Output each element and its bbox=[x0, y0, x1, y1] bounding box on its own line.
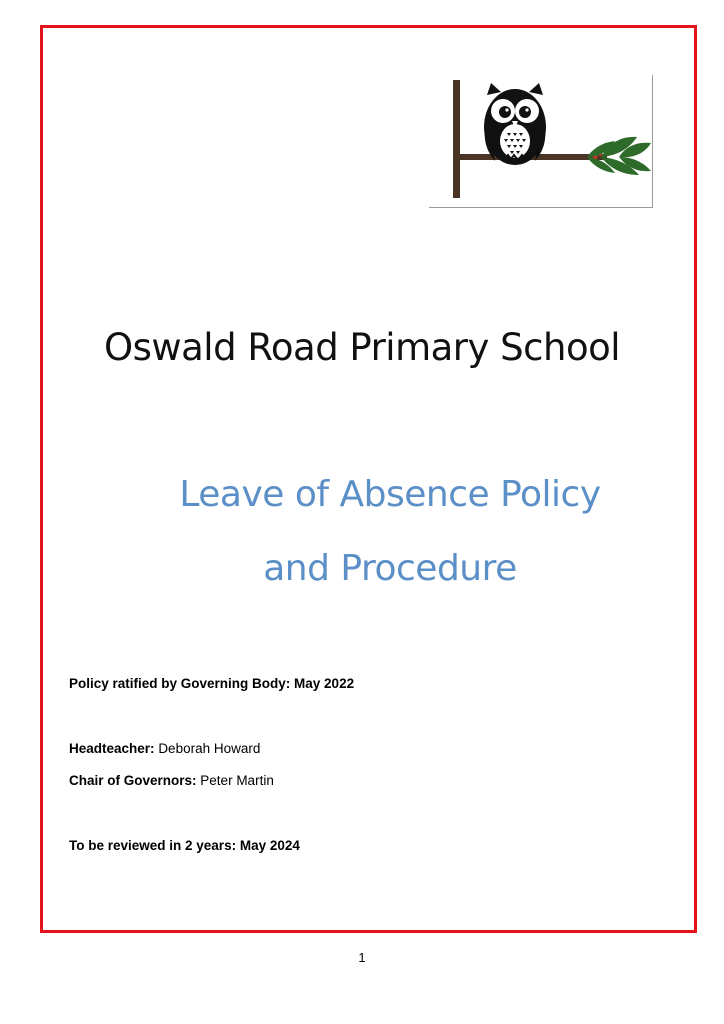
school-name: Oswald Road Primary School bbox=[103, 326, 621, 369]
school-logo bbox=[429, 75, 653, 208]
owl-icon bbox=[429, 75, 653, 208]
ratified-statement bbox=[69, 676, 354, 692]
review-statement bbox=[69, 838, 300, 854]
policy-title-line1: Leave of Absence Policy bbox=[179, 474, 601, 515]
policy-title-line2: and Procedure bbox=[263, 548, 517, 589]
chair-name: Peter Martin bbox=[200, 773, 274, 788]
chair-of-governors-line bbox=[69, 773, 274, 789]
review-label: To be reviewed in 2 years: May 2024 bbox=[69, 838, 300, 853]
ratified-label: Policy ratified by Governing Body: May 2022 bbox=[69, 676, 355, 691]
page-number: 1 bbox=[358, 950, 366, 965]
chair-label: Chair of Governors: bbox=[69, 773, 197, 788]
headteacher-line bbox=[69, 741, 260, 757]
headteacher-label: Headteacher: bbox=[69, 741, 155, 756]
headteacher-name: Deborah Howard bbox=[158, 741, 261, 756]
